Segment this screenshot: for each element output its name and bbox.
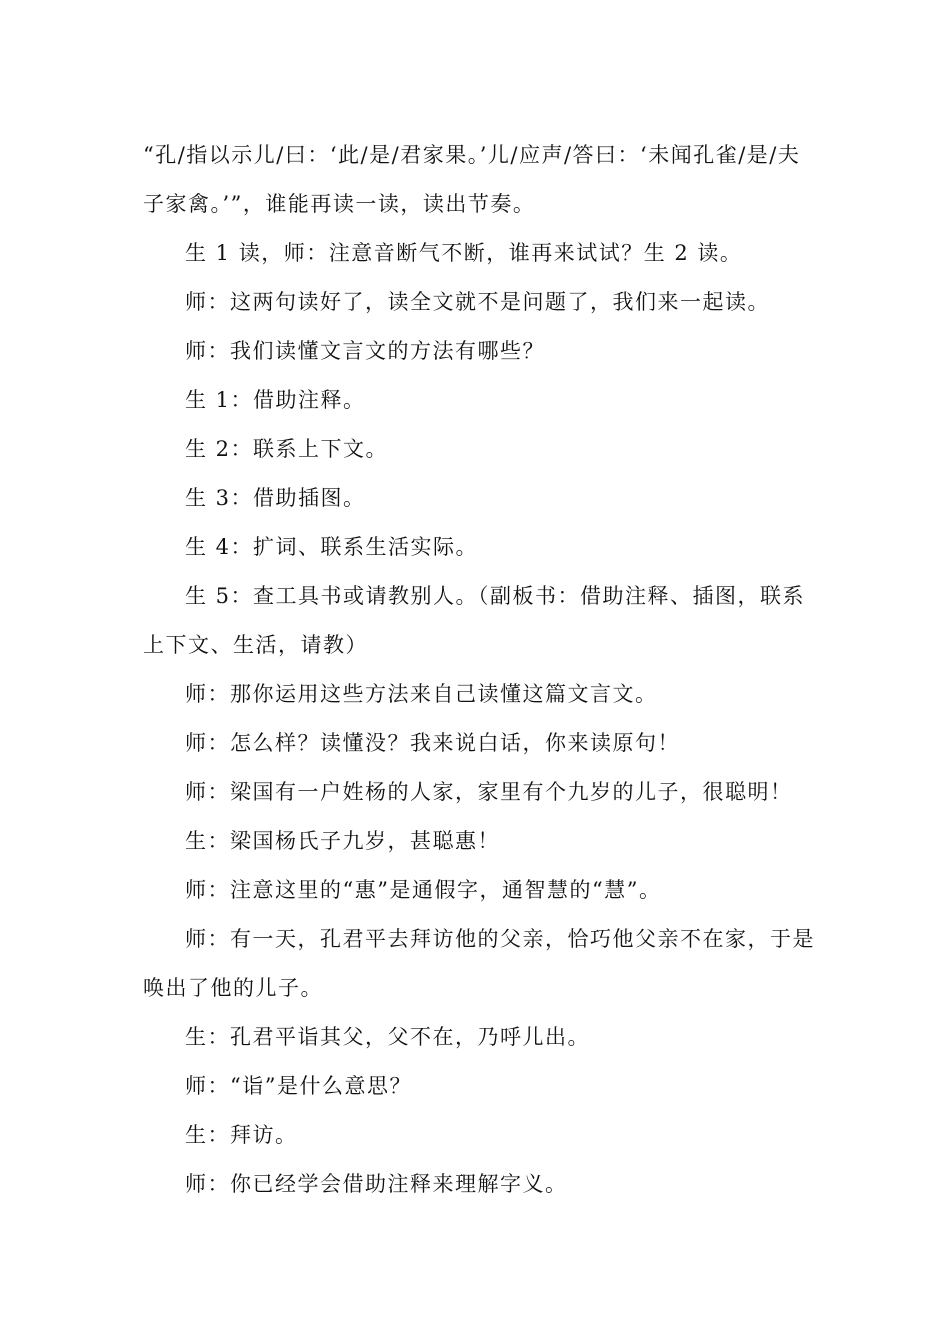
paragraph-student2-answer: 生 2：联系上下文。 <box>185 437 389 461</box>
paragraph-student4-answer: 生 4：扩词、联系生活实际。 <box>185 535 479 559</box>
paragraph-teacher-yi-meaning: 师：“诣”是什么意思？ <box>185 1074 412 1098</box>
paragraph-teacher-methods-question: 师：我们读懂文言文的方法有哪些？ <box>185 339 545 363</box>
paragraph-teacher-visit: 师：有一天，孔君平去拜访他的父亲，恰巧他父亲不在家，于是唤出了他的儿子。 <box>143 927 815 1000</box>
paragraph-teacher-read-together: 师：这两句读好了，读全文就不是问题了，我们来一起读。 <box>185 290 770 314</box>
paragraph-teacher-plain-speech: 师：怎么样？读懂没？我来说白话，你来读原句！ <box>185 731 680 755</box>
paragraph-student-visit-answer: 生：拜访。 <box>185 1123 298 1147</box>
paragraph-student-original-1: 生：梁国杨氏子九岁，甚聪惠！ <box>185 829 500 853</box>
paragraph-student-original-2: 生：孔君平诣其父，父不在，乃呼儿出。 <box>185 1025 590 1049</box>
paragraph-teacher-tongjiazi: 师：注意这里的“惠”是通假字，通智慧的“慧”。 <box>185 878 662 902</box>
document-body <box>143 131 815 1209</box>
paragraph-rhythm-reading: “孔/指以示儿/曰：‘此/是/君家果。’儿/应声/答曰：‘未闻孔雀/是/夫子家禽。’”，谁能再读一读，读出节奏。 <box>143 143 801 216</box>
paragraph-student1-answer: 生 1：借助注释。 <box>185 388 366 412</box>
paragraph-teacher-praise: 师：你已经学会借助注释来理解字义。 <box>185 1172 568 1196</box>
paragraph-student1-reads: 生 1 读，师：注意音断气不断，谁再来试试？生 2 读。 <box>185 241 743 265</box>
paragraph-teacher-liang-family: 师：梁国有一户姓杨的人家，家里有个九岁的儿子，很聪明！ <box>185 780 793 804</box>
paragraph-teacher-apply-methods: 师：那你运用这些方法来自己读懂这篇文言文。 <box>185 682 658 706</box>
paragraph-student3-answer: 生 3：借助插图。 <box>185 486 366 510</box>
paragraph-student5-answer: 生 5：查工具书或请教别人。（副板书：借助注释、插图，联系上下文、生活，请教） <box>143 584 806 657</box>
